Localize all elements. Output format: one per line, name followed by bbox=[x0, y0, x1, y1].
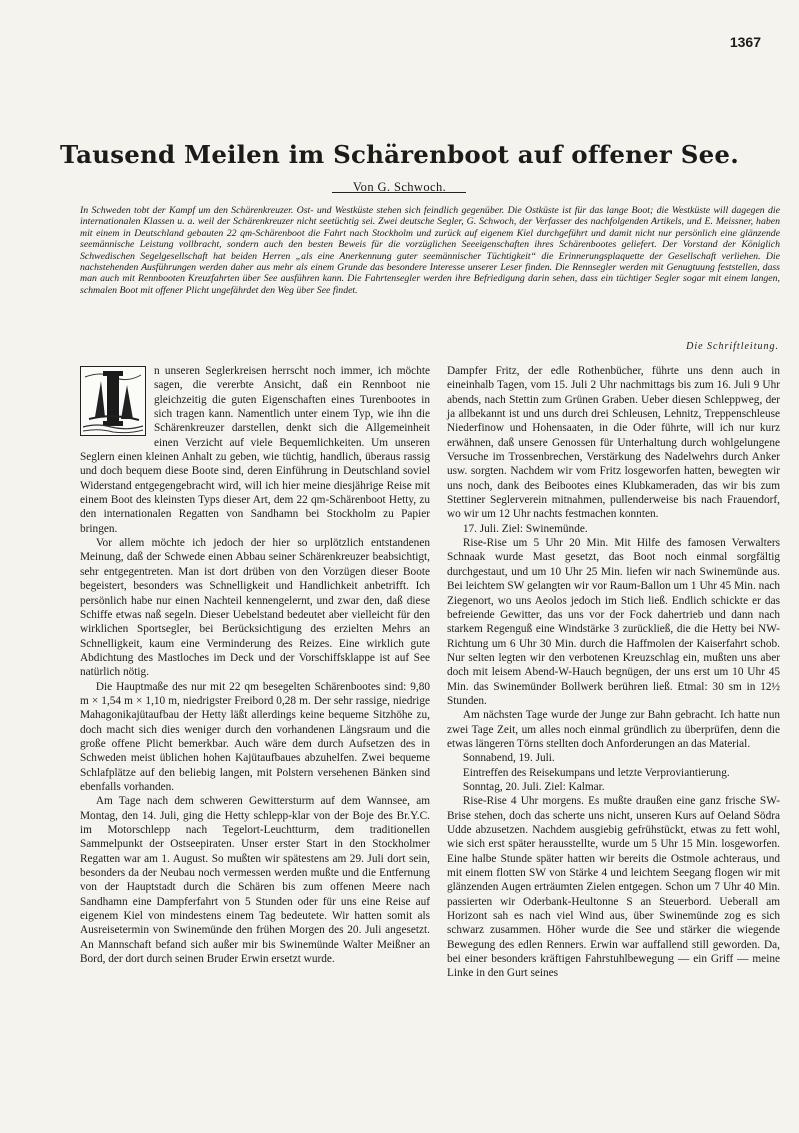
left-paragraph: n unseren Seglerkreisen herrscht noch immer, ich möchte sagen, die vererbte Ansicht, daß ein Rennboot nie gleichzeitig die guten Eigenschaften eines Turenbootes in sich tragen kann. Namentlich unter einem Typ, wie ihn die Schärenkreuzer darstellen, denkt sich die Allgemeinheit einen Verzicht auf viele Bequemlichkeiten. Um unseren Seglern einen kleinen Anhalt zu geben, wie tüchtig, handlich, überaus rassig und doch bequem diese Boote sind, deren Einführung in Deutschland soviel Widerstand entgegengebracht wird, will ich hier meine diesjährige Reise mit einem Boot des kleinsten Typs dieser Art, dem 22 qm-Schärenboot Hetty, zu den internationalen Regatten von Sandhamn bei Stockholm zu Papier bringen. bbox=[80, 365, 430, 535]
article-title: Tausend Meilen im Schärenboot auf offener See. bbox=[60, 140, 739, 169]
left-paragraph: Die Hauptmaße des nur mit 22 qm besegelten Schärenbootes sind: 9,80 m × 1,54 m × 1,10 m, niedrigster Freibord 0,28 m. Der sehr rassige, niedrige Mahagonikajütaufbau der Hetty läßt allerdings keine bequeme Sitzhöhe zu, doch macht sich dies weniger durch den vorhandenen Längsraum und die große offene Plicht bemerkbar. Auch wäre dem durch Aufsetzen des in Schweden meist üblichen hohen Kajütaufbaues abzuhelfen. Zwei bequeme Schlafplätze auf den beliebig langen, mit Polstern versehenen Bänken sind ebenfalls vorhanden. bbox=[80, 680, 430, 793]
page-number: 1367 bbox=[729, 34, 761, 50]
section-heading: 17. Juli. Ziel: Swinemünde. bbox=[462, 522, 588, 535]
right-paragraph: Dampfer Fritz, der edle Rothenbücher, führte uns denn auch in eineinhalb Tagen, vom 15. Juli 2 Uhr nachmittags bis zum 16. Juli 9 Uhr abends, nach Stettin zum Grünen Graben. Ueber diesen Schleppweg, der ja allbekannt ist und uns durch drei Schleusen, Lehnitz, Treppenschleuse Niederfinow und Hohensaaten, in die Oder führte, will ich nur kurz erwähnen, daß unsere Genossen für Unterhaltung durch wohlgelungene Versuche im Trossenbrechen, Verstärkung des Nadelwehrs durch Anker usw. sorgten. Nachdem wir vom Fritz losgeworfen hatten, bewegten wir uns noch, dank des Beibootes eines Klubkameraden, das wir bis zum Stettiner Seglerverein mitnahmen, pullenderweise bis nach Frauendorf, wo wir um 12 Uhr nachts festmachen konnten. bbox=[447, 365, 780, 521]
dropcap-illustration bbox=[80, 366, 146, 436]
section-heading: Sonnabend, 19. Juli. bbox=[462, 752, 555, 765]
left-paragraph: Am Tage nach dem schweren Gewittersturm auf dem Wannsee, am Montag, den 14. Juli, ging die Hetty schlepp-klar von der Boje des Br.Y.C. im Motorschlepp nach Tegelort-Leuchtturm, dem traditionellen Sammelpunkt der Ostseepiraten. Unser erster Start in den Stockholmer Regatten war am 1. August. So mußten wir spätestens am 29. Juli dort sein, besonders da der Neubau noch vermessen werden mußte und die Entfernung von der Hauptstadt durch die Schären bis zum offenen Meere nach Sandhamn eine Dampferfahrt von 5 Stunden oder für uns eine Reise auf eigenem Kiel von mindestens einem Tag bedeutete. Wir hatten somit als Ausreisetermin von Swinemünde den frühen Morgen des 20. Juli angesetzt. An Mannschaft befand sich außer mir bis Swinemünde Walter Meißner an Bord, der dort durch seinen Bruder Erwin ersetzt wurde. bbox=[80, 795, 430, 966]
section-heading: Sonntag, 20. Juli. Ziel: Kalmar. bbox=[462, 780, 605, 793]
right-paragraph: Am nächsten Tage wurde der Junge zur Bahn gebracht. Ich hatte nun zwei Tage Zeit, um alles noch einmal gründlich zu überprüfen, denn die etwas längeren Törns stellten doch Anforderungen an das Material. bbox=[447, 709, 780, 750]
title-divider bbox=[332, 192, 466, 193]
left-column bbox=[80, 364, 430, 966]
section-heading: Eintreffen des Reisekumpans und letzte Verproviantierung. bbox=[462, 766, 730, 779]
right-paragraph: Rise-Rise um 5 Uhr 20 Min. Mit Hilfe des famosen Verwalters Schnaak wurde Mast gesetzt, das Boot noch einmal sorgfältig durchgestaut, und um 10 Uhr 25 Min. liefen wir nach Swinemünde aus. Bei leichtem SW gelangten wir vor Raum-Ballon um 1 Uhr 45 Min. nach Ziegenort, wo uns Aeolos jedoch im Stich ließ. Endlich schickte er das befreiende Gewitter, das uns vor der Fock dahertrieb und dann nach starkem Regenguß eine Windstärke 3 zurückließ, die die Hetty bei NW-Richtung um 6 Uhr 30 Min. durch die Haffmolen der Kaiserfahrt schob. Nur selten legten wir den verbotenen Kreuzschlag ein, mußten uns aber doch mit leisem Abend-W-Hauch begnügen, der uns erst um 10 Uhr 45 Min. das Swinemünder Bollwerk berühren ließ. Etmal: 30 sm in 12½ Stunden. bbox=[447, 537, 780, 707]
right-column bbox=[447, 364, 780, 981]
editorial-intro bbox=[80, 205, 780, 355]
intro-signature: Die Schriftleitung. bbox=[686, 341, 779, 352]
intro-text: In Schweden tobt der Kampf um den Schärenkreuzer. Ost- und Westküste stehen sich feindlich gegenüber. Die Ostküste ist für das lange Boot; die Westküste will dagegen die internationalen Klassen u. a. weil der Schärenkreuzer nicht seetüchtig sei. Zwei deutsche Segler, G. Schwoch, der Verfasser des nachfolgenden Artikels, und E. Meissner, haben mit einem in Deutschland gebauten 22 qm-Schärenboot die Fahrt nach Stockholm und zurück auf eigenem Kiel durchgeführt und damit nicht nur persönlich eine glänzende seemännische Leistung vollbracht, sondern auch den besten Beweis für die vorzüglichen Seeeigenschaften ihres Schärenbootes geliefert. Der Vorstand der Königlich Schwedischen Segelgesellschaft hat beiden Herren „als eine Anerkennung guter seemännischer Tüchtigkeit“ die Erinnerungsplaquette der Gesellschaft verliehen. Die nachstehenden Ausführungen werden daher aus mehr als einem Grunde das besondere Interesse unserer Leser finden. Die Rennsegler werden mit Genugtuung feststellen, dass man auch mit Rennbooten Kreuzfahrten über See ausführen kann. Die Fahrtensegler werden ihre Befriedigung darin sehen, dass ein tüchtiger Segler sogar mit einem langen, schmalen Boot mit offener Plicht ungefährdet den Weg über See findet. bbox=[80, 205, 780, 296]
byline: Von G. Schwoch. bbox=[352, 180, 447, 194]
sailboats-icon bbox=[81, 367, 145, 435]
left-paragraph: Vor allem möchte ich jedoch der hier so urplötzlich entstandenen Meinung, daß der Schwede einen Abbau seiner Schärenkreuzer beabsichtigt, sehr entgegentreten. Man ist dort drüben von den Vorzügen dieser Boote begeistert, besonders was Schnelligkeit und Handlichkeit anbetrifft. Ich persönlich habe nur einen Nachteil kennengelernt, und zwar den, daß diese Schiffe etwas naß segeln. Dieser Uebelstand bedeutet aber vielleicht für den wirklichen Sportsegler, bei Berücksichtigung des erzielten Mehrs an Schnelligkeit, kaum eine Verminderung des Reizes. Eine wirklich gute Abdichtung des Mastloches im Deck und der Vorschiffsklappe ist auf See natürlich nötig. bbox=[80, 537, 430, 679]
right-paragraph: Rise-Rise 4 Uhr morgens. Es mußte draußen eine ganz frische SW-Brise stehen, doch das scherte uns nicht, unseren Kurs auf Oeland Södra Udde abzusetzen. Nachdem ausgiebig gefrühstückt, etwas zu fett wohl, wie sich erst später herausstellte, wurde um 5 Uhr 15 Min. losgeworfen. Eine halbe Stunde später hatten wir bereits die Ostmole achteraus, und mit einem flotten SW von Stärke 4 und leichtem Seegang flogen wir mit glänzenden Augen erträumten Zielen entgegen. Schon um 7 Uhr 40 Min. passierten wir Oderbank-Heultonne S an Steuerbord. Ueberall am Horizont sah es nach viel Wind aus, über Swinemünde zog es sich schwarz zusammen. Höher wurde die See und stärker die wiegende Bewegung des edlen Renners. Erwin war auffallend still geworden. Da, bei einer besonders kräftigen Fahrstuhlbewegung — ein Griff — meine Linke in den Gurt seines bbox=[447, 795, 780, 980]
